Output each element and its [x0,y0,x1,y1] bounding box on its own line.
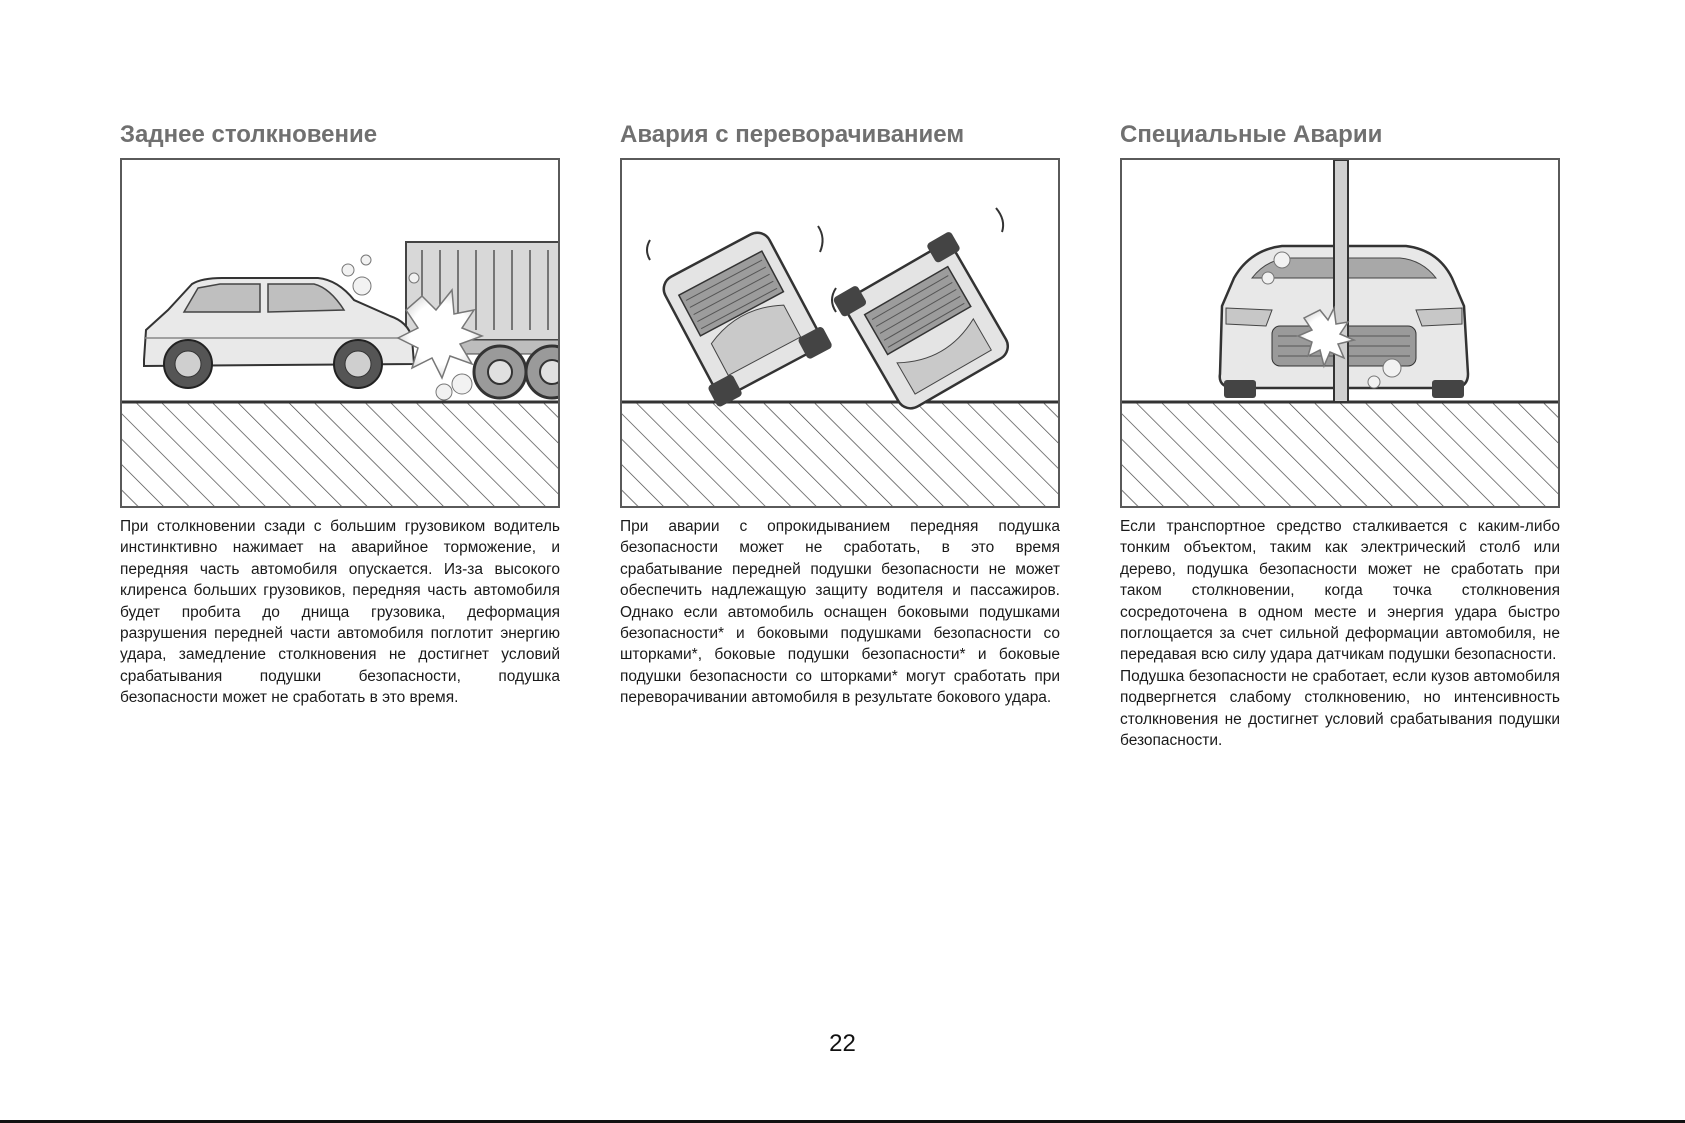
tumbling-car-shape [832,231,1018,417]
section-body [120,516,560,709]
section-heading: Специальные Аварии [1120,121,1383,148]
section-body [620,516,1060,709]
paragraph: При столкновении сзади с большим грузовиком водитель инстинктивно нажимает на аварийное торможение, и передняя часть автомобиля опускается. Из-за высокого клиренса больших грузовиков, передняя часть автомобиля будет пробита до днища грузовика, деформация разрушения передней части автомобиля поглотит энергию удара, замедление столкновения не достигнет условий срабатывания подушки безопасности, подушка безопасности может не сработать в это время. [120,518,560,707]
tumbling-car-shape [654,225,834,408]
pole-collision-illustration [1120,158,1560,508]
rollover-accident-illustration [620,158,1060,508]
section-body [1120,516,1560,751]
paragraph: При аварии с опрокидыванием передняя подушка безопасности может не сработать, в это время срабатывание передней подушки безопасности не может обеспечить надлежащую защиту водителя и пассажиров. Однако если автомобиль оснащен боковыми подушками безопасности* и боковыми подушками безопасности со шторками*, боковые подушки безопасности* и боковые подушки безопасности со шторками* могут сработать при переворачивании автомобиля в результате бокового удара. [620,518,1060,707]
paragraph: Если транспортное средство сталкивается с каким-либо тонким объектом, таким как электрический столб или дерево, подушка безопасности может не сработать при таком столкновении, когда точка столкновения сосредоточена в одном месте и энергия удара быстро поглощается за счет сильной деформации автомобиля, не передавая всю силу удара датчикам подушки безопасности. [1120,518,1560,664]
section-special-accidents [1120,120,1560,751]
pole-shape [1334,160,1348,402]
rear-collision-illustration [120,158,560,508]
section-heading: Заднее столкновение [120,121,378,148]
section-rear-collision [120,120,560,709]
suv-side-shape [144,278,414,388]
paragraph: Подушка безопасности не сработает, если кузов автомобиля подвергнется слабому столкновению, но интенсивность столкновения не достигнет условий срабатывания подушки безопасности. [1120,667,1560,750]
section-rollover [620,120,1060,709]
section-heading: Авария с переворачиванием [620,121,965,148]
page-number: 22 [829,1030,856,1057]
